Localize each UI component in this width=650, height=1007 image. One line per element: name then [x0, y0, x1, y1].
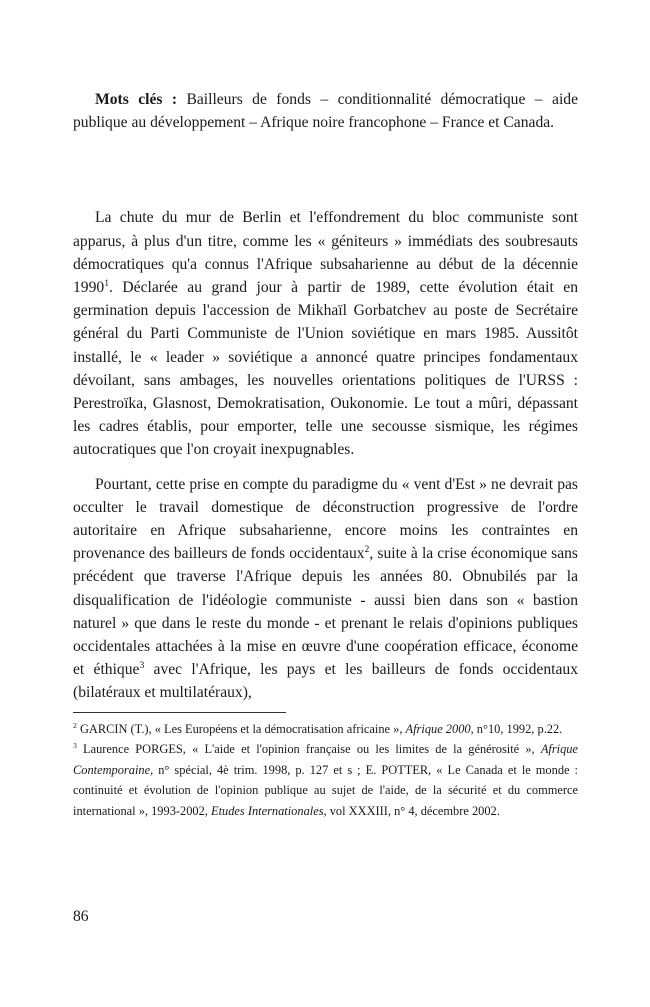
footnote-ref-2: 2	[364, 544, 370, 556]
footnote-separator	[73, 712, 286, 713]
keywords-label: Mots clés :	[95, 91, 178, 108]
footnote-3-number: 3	[73, 741, 77, 751]
footnote-2-title: Afrique 2000	[405, 721, 471, 736]
page-body	[73, 88, 578, 822]
paragraph-2-text-b: , suite à la crise économique sans précédent que traverse l'Afrique depuis les années 80. Obnubilés par la disqualification de l'idéologie communiste - aussi bien dans son « bastion naturel » que dans le reste du monde - et prenant le relais d'opinions publiques occidentales attachées à la mise en œuvre d'une coopération efficace, économe et éthique	[73, 545, 578, 679]
footnote-ref-3: 3	[139, 660, 145, 672]
paragraph-1-text-a: La chute du mur de Berlin et l'effondrement du bloc communiste sont apparus, à plus d'un titre, comme les « géniteurs » immédiats des soubresauts démocratiques qu'a connus l'Afrique subsaharienne au début de la décennie 1990	[73, 209, 578, 297]
paragraph-1	[73, 206, 578, 461]
footnote-3-text-a: Laurence PORGES, « L'aide et l'opinion française ou les limites de la générosité »,	[76, 742, 541, 757]
footnote-3-text-b: n° spécial, 4è trim. 1998, p. 127 et s ; E. POTTER, « Le Canada et le monde : continuité et évolution de l'opinion publique au sujet de l'aide, de la sécurité et du commerce international », 1993-2002,	[73, 762, 578, 819]
footnote-2-number: 2	[73, 720, 77, 730]
paragraph-2-text-c: avec l'Afrique, les pays et les bailleurs de fonds occidentaux (bilatéraux et multilatéraux),	[73, 661, 578, 702]
footnote-ref-1: 1	[104, 277, 110, 289]
paragraph-1-text-b: . Déclarée au grand jour à partir de 1989, cette évolution était en germination depuis l'accession de Mikhaïl Gorbatchev au poste de Secrétaire général du Parti Communiste de l'Union soviétique en mars 1985. Aussitôt installé, le « leader » soviétique a annoncé quatre principes fondamentaux dévoilant, sans ambages, les nouvelles orientations politiques de l'URSS : Perestroïka, Glasnost, Demokratisation, Oukonomie. Le tout a mûri, dépassant les cadres établis, pour emporter, telle une secousse sismique, les régimes autocratiques que l'on croyait inexpugnables.	[73, 279, 578, 459]
footnote-2-text-b: , n°10, 1992, p.22.	[470, 721, 563, 736]
footnote-2	[73, 719, 578, 740]
paragraph-2-text-a: Pourtant, cette prise en compte du paradigme du « vent d'Est » ne devrait pas occulter le travail domestique de déconstruction progressive de l'ordre autoritaire en Afrique subsaharienne, encore moins les contraintes en provenance des bailleurs de fonds occidentaux	[73, 475, 578, 563]
footnote-2-text-a: GARCIN (T.), « Les Européens et la démocratisation africaine »,	[76, 721, 406, 736]
footnote-3-title-1: Afrique Contemporaine,	[73, 742, 578, 777]
keywords-paragraph	[73, 88, 578, 134]
page-number: 86	[73, 908, 89, 925]
footnote-3	[73, 739, 578, 821]
footnote-3-title-2: Etudes Internationales,	[211, 804, 327, 819]
keywords-text: Bailleurs de fonds – conditionnalité démocratique – aide publique au développement – Afrique noire francophone – France et Canada.	[73, 91, 578, 132]
paragraph-2	[73, 473, 578, 705]
footnote-3-text-c: vol XXXIII, n° 4, décembre 2002.	[326, 804, 500, 819]
footnotes	[73, 719, 578, 822]
main-text	[73, 206, 578, 704]
